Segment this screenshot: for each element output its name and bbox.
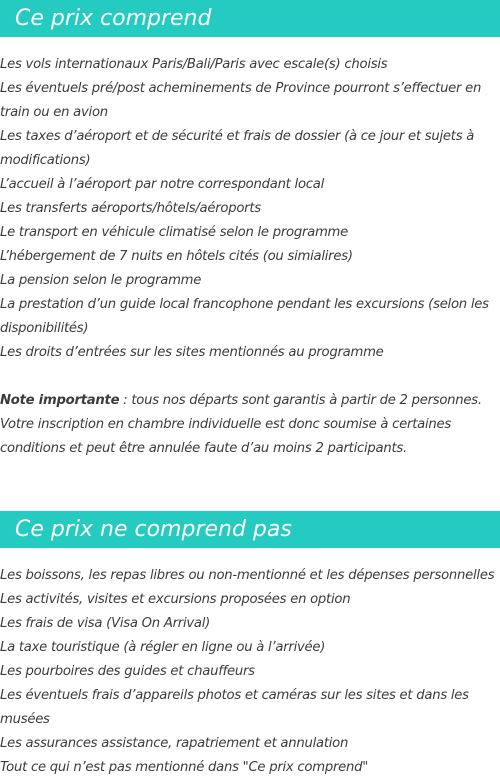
included-item: La prestation d’un guide local francophone pendant les excursions (selon les disponibilités) — [0, 297, 489, 336]
included-item: Les vols internationaux Paris/Bali/Paris avec escale(s) choisis — [0, 57, 388, 72]
included-section-header — [0, 0, 500, 37]
included-item: Les taxes d’aéroport et de sécurité et frais de dossier (à ce jour et sujets à modifications) — [0, 129, 475, 168]
excluded-item: Les boissons, les repas libres ou non-mentionné et les dépenses personnelles — [0, 568, 495, 583]
included-title: Ce prix comprend — [15, 6, 212, 31]
included-item: Les droits d’entrées sur les sites mentionnés au programme — [0, 345, 384, 360]
excluded-item: Les frais de visa (Visa On Arrival) — [0, 616, 211, 631]
included-item: Les transferts aéroports/hôtels/aéroports — [0, 201, 261, 216]
excluded-item: Les assurances assistance, rapatriement et annulation — [0, 736, 349, 751]
important-note — [0, 389, 500, 461]
excluded-item: Les éventuels frais d’appareils photos et caméras sur les sites et dans les musées — [0, 688, 469, 727]
important-note-label: Note importante — [0, 393, 120, 408]
included-item: La pension selon le programme — [0, 273, 202, 288]
included-list — [0, 53, 500, 365]
excluded-section-header — [0, 511, 500, 548]
included-item: L’accueil à l’aéroport par notre correspondant local — [0, 177, 325, 192]
included-item: L’hébergement de 7 nuits en hôtels cités (ou simialires) — [0, 249, 353, 264]
included-item: Le transport en véhicule climatisé selon le programme — [0, 225, 349, 240]
excluded-item: Tout ce qui n’est pas mentionné dans "Ce prix comprend" — [0, 760, 369, 775]
important-note-text: : tous nos départs sont garantis à partir de 2 personnes. Votre inscription en chambre individuelle est donc soumise à certaines conditions et peut être annulée faute d’au moins 2 participants. — [0, 393, 482, 456]
excluded-item: Les activités, visites et excursions proposées en option — [0, 592, 351, 607]
excluded-list — [0, 564, 500, 780]
excluded-title: Ce prix ne comprend pas — [15, 517, 292, 542]
included-item: Les éventuels pré/post acheminements de Province pourront s’effectuer en train ou en avion — [0, 81, 482, 120]
excluded-item: Les pourboires des guides et chauffeurs — [0, 664, 255, 679]
excluded-item: La taxe touristique (à régler en ligne ou à l’arrivée) — [0, 640, 326, 655]
